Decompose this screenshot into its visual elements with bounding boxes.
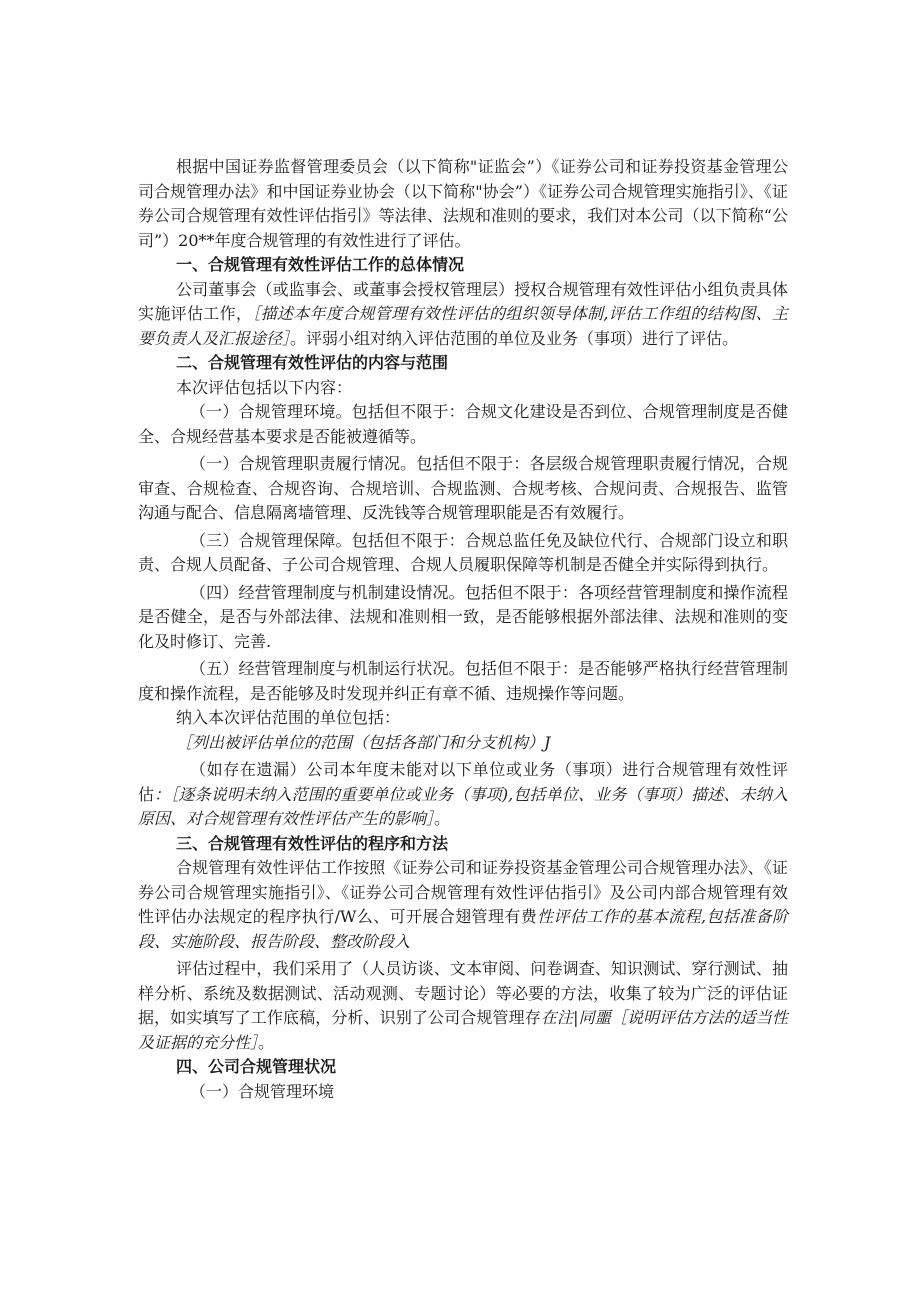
content-item-system-operation: （五）经营管理制度与机制运行状况。包括但不限于：是否能够严格执行经营管理制度和操作流程，是否能够及时发现并纠正有章不循、违规操作等问题。 bbox=[138, 659, 788, 703]
intro-paragraph: 根据中国证券监督管理委员会（以下简称"证监会”）《证券公司和证券投资基金管理公司合规管理办法》和中国证券业协会（以下简称"协会”）《证券公司合规管理实施指引》、《证券公司合规管理有效性评估指引》等法律、法规和准则的要求，我们对本公司（以下简称“公司”）20**年度合规管理的有效性进行了评估。 bbox=[138, 157, 788, 250]
method-text-end: 。 bbox=[258, 1032, 275, 1052]
section-heading-3: 三、合规管理有效性评估的程序和方法 bbox=[176, 833, 449, 853]
content-item-guarantee: （三）合规管理保障。包括但不限于：合规总监任免及缺位代行、合规部门设立和职责、合规人员配备、子公司合规管理、合规人员履职保障等机制是否健全并实际得到执行。 bbox=[138, 530, 788, 574]
scope-placeholder: ［列出被评估单位的范围（包括各部门和分支机构）J bbox=[176, 732, 551, 752]
omission-paragraph bbox=[138, 758, 788, 832]
omission-placeholder: ：［逐条说明未纳入范围的重要单位或业务（事项),包括单位、业务（事项）描述、未纳入原因、对合规管理有效性评估产生的影响］ bbox=[138, 784, 788, 828]
overview-text: 公司董事会（或监事会、或董事会授权管理层）授权合规管理有效性评估小组负责具体实施评估工作， bbox=[138, 279, 788, 323]
content-item-system-building: （四）经营管理制度与机制建设情况。包括但不限于：各项经营管理制度和操作流程是否健全，是否与外部法律、法规和准则相一致，是否能够根据外部法律、法规和准则的变化及时修订、完善. bbox=[138, 582, 788, 651]
method-paragraph bbox=[138, 957, 788, 1055]
section-heading-2: 二、合规管理有效性评估的内容与范围 bbox=[176, 353, 449, 372]
method-text: 评估过程中，我们采用了（人员访谈、文本审阅、问卷调查、知识测试、穿行测试、抽样分析、系统及数据测试、活动观测、专题讨论）等必要的方法，收集了较为广泛的评估证据，如实填写了工作底稿，分析、识别了公司合规管理存 bbox=[138, 959, 788, 1027]
content-intro: 本次评估包括以下内容： bbox=[176, 377, 353, 397]
overview-placeholder: ［描述本年度合规管理有效性评估的组织领导体制,评估工作组的结构图、主要负责人及汇报途径］ bbox=[138, 304, 788, 348]
overview-text-end: 。评弱小组对纳入评估范围的单位及业务（事项）进行了评估。 bbox=[290, 328, 739, 348]
procedure-paragraph bbox=[138, 856, 788, 954]
content-item-duties: （一）合规管理职责履行情况。包括但不限于：各层级合规管理职责履行情况，合规审查、合规检查、合规咨询、合规培训、合规监测、合规考核、合规问责、合规报告、监管沟通与配合、信息隔离墙管理、反洗钱等合规管理职能是否有效履行。 bbox=[138, 454, 788, 522]
procedure-text: 合规管理有效性评估工作按照《证券公司和证券投资基金管理公司合规管理办法》、《证券公司合规管理实施指引》、《证券公司合规管理有效性评估指引》及公司内部合规管理有效性评估办法规定的程序执行/W么、可开展合翅管理有费 bbox=[138, 858, 788, 926]
content-item-environment: （一）合规管理环境。包括但不限于：合规文化建设是否到位、合规管理制度是否健全、合规经营基本要求是否能被遵循等。 bbox=[138, 402, 788, 446]
scope-intro: 纳入本次评估范围的单位包括： bbox=[176, 708, 401, 727]
document-body bbox=[138, 155, 788, 1104]
section-heading-4: 四、公司合规管理状况 bbox=[176, 1057, 337, 1076]
procedure-placeholder: 性评估工作的基本流程,包括准备阶段、实施阶段、报告阶段、整改阶段入 bbox=[138, 907, 788, 951]
omission-text-end: 。 bbox=[434, 809, 451, 828]
method-placeholder: 在注|同噩［说明评估方法的适当性及证据的充分性］ bbox=[138, 1008, 788, 1052]
evaluation-overview-paragraph bbox=[138, 278, 788, 352]
omission-text: （如存在遗漏）公司本年度未能对以下单位或业务（事项）进行合规管理有效性评估 bbox=[138, 760, 788, 804]
section-heading-1: 一、合规管理有效性评估工作的总体情况 bbox=[176, 255, 465, 274]
status-item-environment: （一）合规管理环境 bbox=[190, 1081, 335, 1101]
